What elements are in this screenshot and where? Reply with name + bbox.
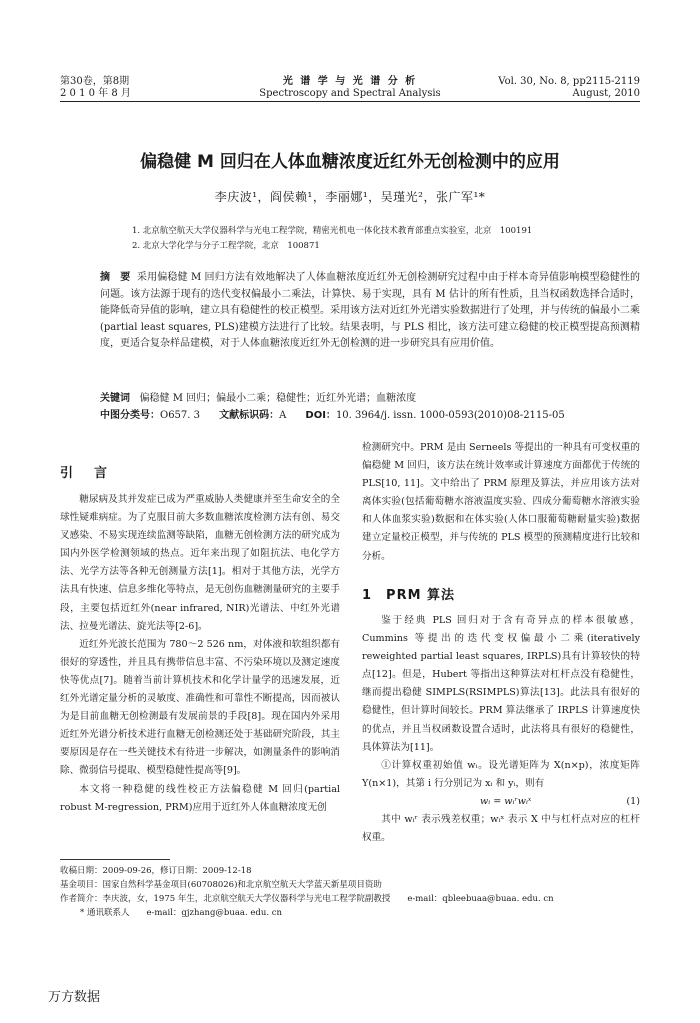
affiliation-1: 1. 北京航空航天大学仪器科学与光电工程学院，精密光机电一体化技术教育部重点实验室，北京 100191	[132, 226, 533, 236]
journal-name	[240, 76, 460, 100]
journal-name-cn: 光 谱 学 与 光 谱 分 析	[282, 76, 418, 87]
equation-1	[362, 793, 640, 811]
clc-label: 中图分类号：	[100, 410, 160, 421]
abstract	[100, 270, 640, 353]
volume-date: August, 2010	[572, 88, 640, 99]
clc-value: O657. 3	[160, 410, 201, 421]
issue-date: 2 0 1 0 年 8 月	[60, 88, 131, 99]
intro-paragraph-continued: 检测研究中。PRM 是由 Serneels 等提出的一种具有可变权重的偏稳健 M 回归，该方法在统计效率或计算速度方面都优于传统的 PLS[10, 11]。文中给出了 PRM 原理及算法，并应用该方法对离体实验(包括葡萄糖水溶液温度实验、四成分葡萄糖水溶液实验和人体血浆实验)数据和在体实验(人体口服葡萄糖耐量实验)数据建立定量校正模型，并与传统的 PLS 模型的预测精度进行比较和分析。	[362, 442, 640, 562]
intro-paragraph-3: 本文将一种稳健的线性校正方法偏稳健 M 回归(partial robust M-regression, PRM)应用于近红外人体血糖浓度无创	[60, 783, 340, 813]
abstract-text: 采用偏稳健 M 回归方法有效地解决了人体血糖浓度近红外无创检测研究过程中由于样本奇异值影响模型稳健性的问题。该方法源于现有的迭代变权偏最小二乘法，计算快、易于实现，具有 M 估计的所有性质，且当权函数选择合适时，能降低奇异值的影响，建立具有稳健性的校正模型。采用该方法对近红外光谱实验数据进行了处理，并与传统的偏最小二乘(partial least squares, PLS)建模方法进行了比较。结果表明，与 PLS 相比，该方法可建立稳健的校正模型提高预测精度，更适合复杂样品建模，对于人体血糖浓度近红外无创检测的进一步研究具有应用价值。	[100, 272, 640, 349]
issue-volume: 第30卷，第8期	[60, 76, 130, 87]
right-column-bottom	[362, 612, 640, 847]
affiliation-2: 2. 北京大学化学与分子工程学院，北京 100871	[132, 241, 320, 251]
prm-paragraph-2: ①计算权重初始值 wᵢ。设光谱矩阵为 X(n×p)，浓度矩阵 Y(n×1)，其第 i 行分别记为 xᵢ 和 yᵢ，则有	[362, 759, 640, 789]
section-heading-prm: 1 PRM 算法	[362, 588, 456, 603]
journal-issue	[60, 76, 131, 100]
intro-paragraph-1: 糖尿病及其并发症已成为严重威胁人类健康并至生命安全的全球性疑难病症。为了克服目前大多数血糖浓度检测方法有创、易交叉感染、不易实现连续监测等缺陷，血糖无创检测方法的研究成为国内外医学检测领域的热点。近年来出现了如阻抗法、电化学方法、光学方法等各种无创测量方法[1]。相对于其他方法，光学方法具有快速、信息多维化等特点，是无创伤血糖测量研究的主要手段，主要包括近红外(near infrared, NIR)光谱法、中红外光谱法、拉曼光谱法、旋光法等[2-6]。	[60, 494, 340, 632]
journal-volume-info	[498, 76, 640, 100]
paper-title: 偏稳健 M 回归在人体血糖浓度近红外无创检测中的应用	[140, 152, 560, 172]
keywords	[100, 391, 640, 407]
footnote-divider	[60, 859, 170, 860]
left-column	[60, 491, 340, 817]
watermark: 万方数据	[48, 990, 101, 1005]
footnote-author-bio: 作者简介：李庆波，女，1975 年生，北京航空航天大学仪器科学与光电工程学院副教授 e-mail：qbleebuaa@buaa. edu. cn	[60, 894, 554, 904]
footnote-received: 收稿日期：2009-09-26，修订日期：2009-12-18	[60, 866, 252, 876]
doi-label: DOI：	[305, 410, 336, 421]
keywords-label: 关键词	[100, 393, 130, 404]
intro-paragraph-2: 近红外光波长范围为 780～2 526 nm，对体液和软组织都有很好的穿透性，并且具有携带信息丰富、不污染环境以及测定速度快等优点[7]。随着当前计算机技术和化学计量学的迅速发展，近红外光谱定量分析的灵敏度、准确性和可靠性不断提高，因而被认为是目前血糖无创检测最有发展前景的手段[8]。现在国内外采用近红外光谱分析技术进行血糖无创检测还处于基础研究阶段，其主要原因是存在一些关键技术有待进一步解决，如测量条件的影响消除、微弱信号提取、模型稳健性提高等[9]。	[60, 638, 340, 777]
equation-number: (1)	[626, 795, 640, 807]
header-divider	[60, 101, 640, 102]
doi-value: 10. 3964/j. issn. 1000-0593(2010)08-2115-05	[335, 410, 565, 421]
prm-paragraph-3: 其中 wᵢʳ 表示残差权重；wᵢˣ 表示 X 中与杠杆点对应的杠杆权重。	[362, 813, 640, 844]
footnote-funding: 基金项目：国家自然科学基金项目(60708026)和北京航空航天大学蓝天新星项目资助	[60, 880, 382, 890]
section-heading-intro: 引 言	[60, 466, 112, 481]
doc-code-value: A	[279, 410, 287, 421]
prm-paragraph-1: 鉴于经典 PLS 回归对于含有奇异点的样本很敏感，Cummins 等提出的迭代变权偏最小二乘(iteratively reweighted partial least squares, IRPLS)具有计算较快的特点[12]。但是，Hubert 等指出这种算法对杠杆点没有稳健性，继而提出稳健 SIMPLS(RSIMPLS)算法[13]。此法具有很好的稳健性，但计算时间较长。PRM 算法继承了 IRPLS 计算速度快的优点，并且当权函数设置合适时，此法将具有很好的稳健性，具体算法为[11]。	[362, 615, 640, 753]
doc-code-label: 文献标识码：	[219, 410, 280, 421]
keywords-text: 偏稳健 M 回归；偏最小二乘；稳健性；近红外光谱；血糖浓度	[139, 393, 417, 404]
equation-text: wᵢ = wᵢʳwᵢˣ	[480, 795, 532, 807]
right-column-top	[362, 439, 640, 566]
author-list: 李庆波¹，阎侯赖¹，李丽娜¹，吴瑾光²，张广军¹*	[214, 190, 486, 204]
footnote-corresponding: * 通讯联系人 e-mail：gjzhang@buaa. edu. cn	[80, 908, 282, 918]
journal-name-en: Spectroscopy and Spectral Analysis	[259, 88, 441, 99]
classification-line	[100, 408, 640, 424]
volume-pages: Vol. 30, No. 8, pp2115-2119	[498, 76, 640, 87]
abstract-label: 摘 要	[100, 272, 131, 283]
